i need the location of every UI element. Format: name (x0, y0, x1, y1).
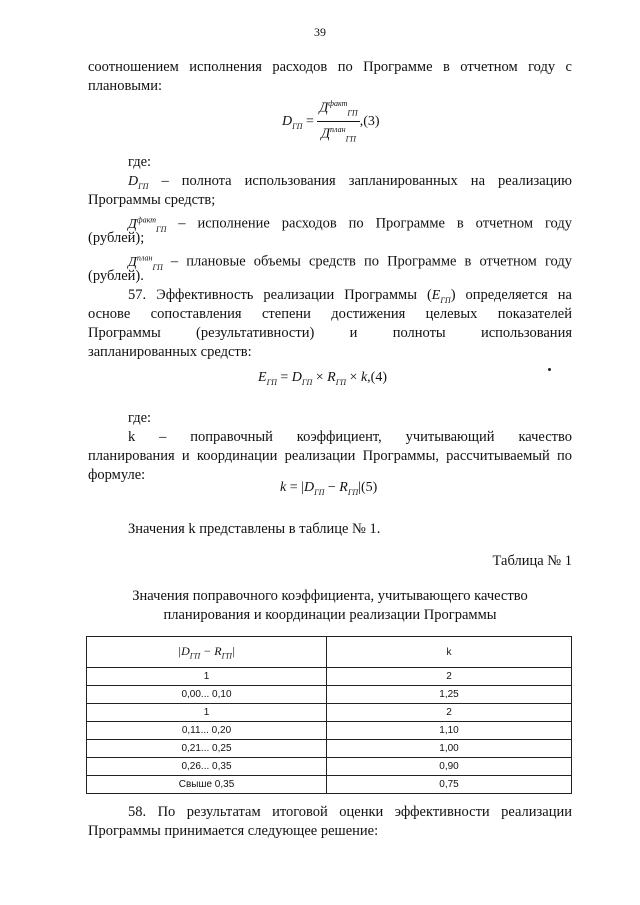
fraction (317, 96, 359, 148)
table-row (87, 776, 572, 794)
paragraph-line: Программы средств; (88, 192, 216, 208)
table-cell: 1,25 (327, 686, 572, 704)
paragraph-line: соотношением исполнения расходов по Программе в отчетном году с (88, 59, 572, 75)
table-cell: 0,11... 0,20 (87, 722, 327, 740)
formula-5: $k = |D_{ГП} - R_{ГП}|(5)$ (280, 480, 378, 497)
equals-sign: = (305, 114, 314, 130)
table-row (87, 758, 572, 776)
table-cell: 1 (87, 704, 327, 722)
header-k: k (327, 637, 572, 668)
fraction-numerator: $Д^{факт}_{ГП}$ (317, 96, 359, 122)
table-cell: Свыше 0,35 (87, 776, 327, 794)
where-label: где: (128, 154, 152, 170)
table-cell: 2 (327, 668, 572, 686)
formula-3-label: ,(3) (359, 114, 380, 130)
table-row (87, 722, 572, 740)
table-cell: 0,75 (327, 776, 572, 794)
table-row (87, 686, 572, 704)
paragraph-line: плановыми: (88, 78, 162, 94)
paragraph-line: (рублей); (88, 230, 145, 246)
table-cell: 0,21... 0,25 (87, 740, 327, 758)
paragraph-line: запланированных средств: (88, 344, 252, 360)
table-row (87, 704, 572, 722)
stray-dot (548, 368, 551, 371)
table-title-line-1: Значения поправочного коэффициента, учитывающего качество (132, 588, 528, 604)
table-label: Таблица № 1 (492, 553, 572, 569)
where-label: где: (128, 410, 152, 426)
definition-d: $D_{ГП}$ – полнота использования запланированных на реализацию (128, 173, 572, 191)
table-cell: 0,26... 0,35 (87, 758, 327, 776)
paragraph-line: планирования и координации реализации Программы, рассчитываемый по (88, 448, 572, 464)
table-cell: 1,10 (327, 722, 572, 740)
paragraph-58: 58. По результатам итоговой оценки эффективности реализации (128, 804, 572, 820)
fraction-denominator: $Д^{план}_{ГП}$ (321, 125, 356, 144)
table-header-row (87, 637, 572, 668)
table-cell: 2 (327, 704, 572, 722)
table-cell: 1 (87, 668, 327, 686)
table-row (87, 740, 572, 758)
coefficient-table (86, 636, 572, 794)
paragraph-line: основе сопоставления степени достижения целевых показателей (88, 306, 572, 322)
table-cell: 0,90 (327, 758, 572, 776)
paragraph-line: (рублей). (88, 268, 144, 284)
k-definition: k – поправочный коэффициент, учитывающий качество (128, 429, 572, 445)
header-deviation: $|D_{ГП} - R_{ГП}|$ (87, 637, 327, 668)
table-title-line-2: планирования и координации реализации Программы (163, 607, 497, 623)
page-number: 39 (314, 25, 326, 39)
values-note: Значения k представлены в таблице № 1. (128, 521, 381, 537)
table-cell: 1,00 (327, 740, 572, 758)
paragraph-line: Программы принимается следующее решение: (88, 823, 379, 839)
formula-3-lhs: $D_{ГП}$ (282, 114, 303, 131)
paragraph-57: 57. Эффективность реализации Программы $(E_{ГП})$ определяется на (128, 287, 572, 305)
formula-4: $E_{ГП} = D_{ГП} \times R_{ГП} \times k,(4)$ (258, 370, 387, 387)
table-cell: 0,00... 0,10 (87, 686, 327, 704)
paragraph-line: формуле: (88, 467, 146, 483)
table-row (87, 668, 572, 686)
definition-plan: $Д^{план}_{ГП}$ – плановые объемы средств по Программе в отчетном году (128, 253, 572, 272)
formula-3 (282, 96, 380, 148)
paragraph-line: Программы (результативности) и полноты использования (88, 325, 572, 341)
definition-fact: $Д^{факт}_{ГП}$ – исполнение расходов по Программе в отчетном году (128, 215, 572, 234)
